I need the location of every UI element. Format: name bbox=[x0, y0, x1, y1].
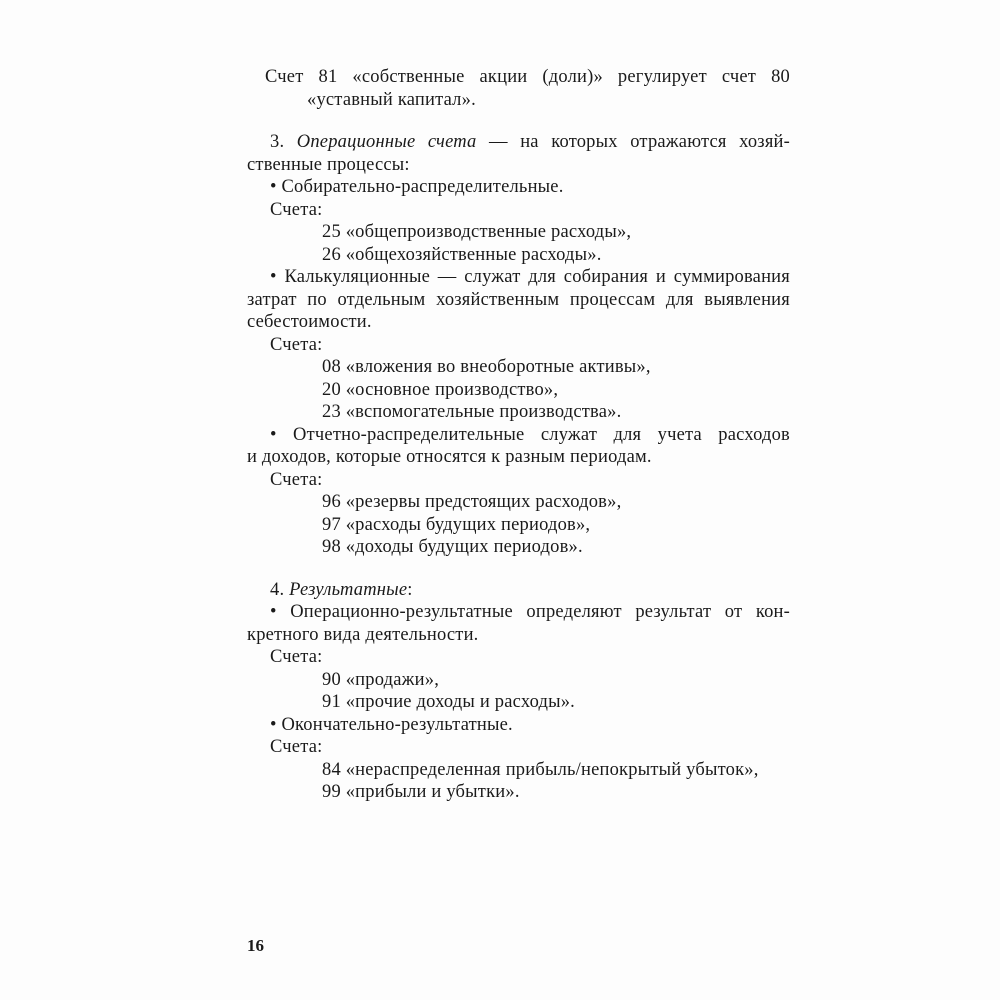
text-line bbox=[247, 356, 790, 379]
text-run: 98 «доходы будущих периодов». bbox=[322, 537, 583, 557]
text-line bbox=[247, 469, 790, 492]
text-run: Счета: bbox=[270, 737, 323, 757]
text-line bbox=[247, 579, 790, 602]
text-line bbox=[247, 221, 790, 244]
text-line bbox=[247, 536, 790, 559]
text-line bbox=[247, 311, 790, 334]
text-line bbox=[247, 601, 790, 624]
text-run: 90 «продажи», bbox=[322, 669, 440, 690]
text-line bbox=[247, 131, 790, 154]
text-run: Счета: bbox=[270, 334, 323, 355]
text-line bbox=[247, 401, 790, 424]
text-line bbox=[247, 646, 790, 669]
text-run: 26 «общехозяйственные расходы». bbox=[322, 244, 602, 265]
text-line bbox=[247, 334, 790, 357]
text-run: • Окончательно-результатные. bbox=[270, 714, 513, 735]
text-run: • Калькуляционные — служат для собирания и суммирования bbox=[270, 267, 790, 287]
text-line bbox=[247, 491, 790, 514]
text-run: «уставный капитал». bbox=[307, 89, 476, 110]
text-line bbox=[247, 714, 790, 737]
text-run: • Отчетно-распределительные служат для учета расходов bbox=[270, 424, 790, 445]
text-line bbox=[247, 379, 790, 402]
text-line bbox=[247, 89, 790, 112]
text-line bbox=[247, 691, 790, 714]
text-line bbox=[247, 289, 790, 312]
text-line bbox=[247, 669, 790, 692]
text-run: затрат по отдельным хозяйственным процессам для выявления bbox=[247, 289, 790, 310]
text-line bbox=[247, 266, 790, 289]
text-run: Счета: bbox=[270, 469, 323, 490]
text-run: 20 «основное производство», bbox=[322, 379, 559, 400]
text-run: 08 «вложения во внеоборотные активы», bbox=[322, 357, 651, 377]
term-italic: Результатные bbox=[289, 579, 408, 600]
text-run: 97 «расходы будущих периодов», bbox=[322, 514, 591, 535]
text-line bbox=[247, 781, 790, 804]
text-run: Счета: bbox=[270, 199, 323, 220]
text-line bbox=[247, 154, 790, 177]
text-line bbox=[247, 244, 790, 267]
text-run: • Операционно-результатные определяют результат от кон- bbox=[270, 602, 790, 622]
text-run: Счет 81 «собственные акции (доли)» регулирует счет 80 bbox=[265, 67, 790, 87]
text-line bbox=[247, 759, 790, 782]
text-line bbox=[247, 66, 790, 89]
text-run: 25 «общепроизводственные расходы», bbox=[322, 222, 632, 242]
page-text bbox=[247, 66, 790, 804]
text-line bbox=[247, 424, 790, 447]
text-run: себестоимости. bbox=[247, 312, 372, 332]
text-line bbox=[247, 624, 790, 647]
text-line bbox=[247, 736, 790, 759]
text-run: 84 «нераспределенная прибыль/непокрытый убыток», bbox=[322, 759, 759, 780]
text-line bbox=[247, 199, 790, 222]
text-run: и доходов, которые относятся к разным периодам. bbox=[247, 447, 652, 467]
text-line bbox=[247, 176, 790, 199]
text-run: • Собирательно-распределительные. bbox=[270, 177, 564, 197]
text-run: кретного вида деятельности. bbox=[247, 624, 479, 645]
page-number: 16 bbox=[247, 936, 264, 955]
text-run: 3. bbox=[270, 132, 297, 152]
term-italic: Операционные счета bbox=[296, 132, 477, 152]
text-run: Счета: bbox=[270, 647, 323, 667]
text-run: : bbox=[407, 579, 413, 600]
text-line bbox=[247, 446, 790, 469]
text-run: 99 «прибыли и убытки». bbox=[322, 782, 520, 802]
text-run: ственные процессы: bbox=[247, 154, 410, 175]
text-line bbox=[247, 514, 790, 537]
text-run: 96 «резервы предстоящих расходов», bbox=[322, 492, 622, 512]
text-run: 23 «вспомогательные производства». bbox=[322, 402, 622, 422]
text-run: 91 «прочие доходы и расходы». bbox=[322, 692, 576, 712]
text-run: — на которых отражаются хозяй- bbox=[476, 132, 790, 152]
text-run: 4. bbox=[270, 579, 290, 600]
